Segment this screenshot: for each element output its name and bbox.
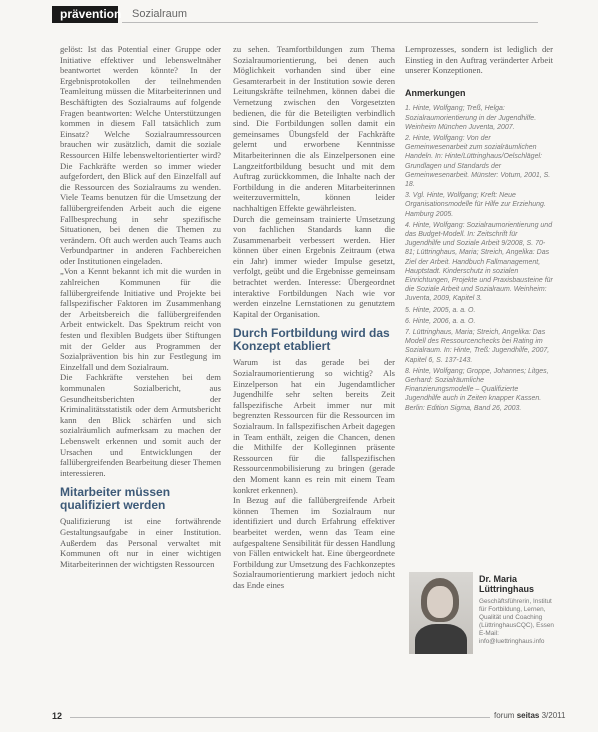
author-name: Dr. Maria Lüttringhaus bbox=[479, 574, 534, 594]
paragraph: In Bezug auf die fallübergreifende Arbeit können Themen im Sozialraum nur identifiziert und durch Erfahrung effektiver bearbeitet werden, wenn das Team eine aufgespaltene Sensibilität für dessen Handlung von Fällen entwickelt hat. Eine übergeordnete Fortbildung zur Umsetzung des Fachkonzeptes Sozialraumorientierung markiert jedoch nicht das Ende eines bbox=[233, 495, 395, 590]
paragraph: zu sehen. Teamfortbildungen zum Thema Sozialraumorientierung, bei denen auch Möglichkeit vorhanden sind über eine Gesamterarbeit in der Institution sowie deren Leitungskräfte teilnehmen, können dabei die Vernetzung zwischen den Vorgesetzten bedienen, die für die Beteiligten verbindlich sind. Die Fortbildungen sollen damit ein gemeinsames Übungsfeld der Fachkräfte gelernt und erworbene Kenntnisse Mitarbeiterinnen die als Einzelpersonen eine Langzeitfortbildung besucht und mit dem Auftrag zurückkommen, die Inhalte nach der Fortbildung in die anderen Mitarbeiterinnen weiterzuvermitteln, können leider nachhaltigen Effekte gewährleisten. bbox=[233, 44, 395, 213]
author-box bbox=[409, 572, 553, 664]
subheading-training: Durch Fortbildung wird das Konzept etabliert bbox=[233, 326, 390, 354]
text-column-2 bbox=[233, 44, 395, 706]
footnote: 7. Lüttringhaus, Maria; Streich, Angelika: Das Modell des Ressourcenchecks bei Rating im Sozialraum. In: Hinte, Treß: Jugendhilfe, 2007, Kapitel 6, S. 137-143. bbox=[405, 329, 550, 364]
magazine-credit bbox=[494, 711, 565, 720]
footnote: 1. Hinte, Wolfgang; Treß, Helga: Sozialraumorientierung in der Jugendhilfe. Weinheim München Juventa, 2007. bbox=[405, 105, 537, 131]
magazine-prefix: forum bbox=[494, 711, 515, 720]
paragraph: Lernprozesses, sondern ist lediglich der Einstieg in den Auftrag veränderter Arbeit unserer Konzeptionen. bbox=[405, 44, 553, 76]
footer-rule bbox=[70, 717, 490, 718]
footnote: 4. Hinte, Wolfgang: Sozialraumorientierung und das Budget-Modell. In: Zeitschrift für Jugendhilfe und Soziale Arbeit 9/2008, S. 70-81; Lüttringhaus, Maria; Streich, Angelika: Das Ziel der Arbeit. Handbuch Fallmanagement, Hauptstadt. Kinderschutz in sozialen Einrichtungen, Projekte und Praxisbausteine für die Soziale Arbeit und Sozialraum. Weinheim: Juventa, 2009, Kapitel 3. bbox=[405, 221, 553, 303]
page-header bbox=[0, 0, 598, 28]
section-label: prävention bbox=[52, 6, 118, 23]
subheading-qualification: Mitarbeiter müssen qualifiziert werden bbox=[60, 485, 171, 513]
paragraph: gelöst: Ist das Potential einer Gruppe oder Initiative effektiver und lebensweltnäher beantwortet werden könnte? In der Ergebnisprotokollen der teilnehmenden Teamleitung müssen die Mitarbeiterinnen und Beschäftigten des Sozialraums auf folgende Fragen beantworten: Welche Unterstützungen kommen in diesem Fall tatsächlich zum Einsatz? Welche Sozialraumressourcen brauchen wir zusätzlich, damit die soziale Ressourcen Hilfe lebensweltorientierter wird? Die Fachkräfte werden so immer wieder aufgefordert, den Blick auf den Einzelfall auf die Ressourcen des Sozialraums zu wenden. Viele Teams benutzen für die Umsetzung der fallübergreifenden Arbeit auch die eigene Fallbesprechung in sehr spezifische Situationen, bei denen die Themen zu verändern. Oft auch werden auch Teams auch Verbundpartner in anderen Fachbereichen oder Institutionen eingeladen. bbox=[60, 44, 221, 266]
notes-heading: Anmerkungen bbox=[405, 87, 466, 98]
text-column-1 bbox=[60, 44, 221, 706]
paragraph: Qualifizierung ist eine fortwährende Gestaltungsaufgabe in einer Institution. Außerdem das Personal verwaltet mit Kommunen oft nur in einer wichtigen Mitarbeiterinnen der wichtigsten Ressourcen bbox=[60, 516, 221, 569]
footnote: 2. Hinte, Wolfgang: Von der Gemeinwesenarbeit zum sozialräumlichen Handeln. In: Hinte/Lüttringhaus/Oelschlägel: Grundlagen und Standards der Gemeinwesenarbeit. Münster: Votum, 2001, S. 18. bbox=[405, 134, 551, 188]
footnote: 5. Hinte, 2005, a. a. O. bbox=[405, 306, 476, 314]
text-column-3 bbox=[405, 44, 553, 564]
page-number: 12 bbox=[52, 711, 63, 721]
magazine-name: seitas bbox=[516, 711, 540, 720]
footnote: 6. Hinte, 2006, a. a. O. bbox=[405, 317, 476, 325]
footnote: 8. Hinte, Wolfgang; Groppe, Johannes; Litges, Gerhard: Sozialräumliche Finanzierungsmodelle – Qualifizierte Jugendhilfe auch in Zeiten knapper Kassen. Berlin: Edition Sigma, Band 26, 2003. bbox=[405, 367, 549, 412]
issue-number: 3/2011 bbox=[541, 711, 566, 720]
paragraph: Die Fachkräfte verstehen bei dem kommunalen Sozialbericht, aus Gesundheitsberichten der Kriminalitätsstatistik oder dem Armutsbericht kann den Blick schärfen und sich sozialräumlich aufmerksam zu machen der Lebenswelt erkennen und somit auch der Ursachen und Entwicklungen der fallübergreifenden Bearbeitung dieser Themen interessieren. bbox=[60, 372, 221, 478]
paragraph: „Von a Kennt bekannt ich mit die wurden in zahlreichen Kommunen für die fallübergreifende Initiative und Projekte bei fallspezifischer Faktoren im Zusammenhang der Arbeitsbereich die fallübergreifenden Arbeit entwickelt. Das Spektrum reicht von festen und flexiblen Budgets über Stiftungen mit der Gelder aus Programmen der Sozialprävention bis hin zur Festlegung im Einzelfall und dem Sozialraum. bbox=[60, 266, 221, 372]
topic-label: Sozialraum bbox=[122, 6, 538, 23]
paragraph: Durch die gemeinsam trainierte Umsetzung von fachlichen Standards kann die Zusammenarbeit verbessert werden. Hier können über einen Ergebnis Zeitraum (etwa ein Jahr) immer wieder Impulse gesetzt, verfolgt, geübt und die Ergebnisse gemeinsam betrachtet werden. Interesse: Übergeordnet interaktive Fortbildungen Nach wie vor werden einzelne Lernstationen zu genutztem Kapital der Organisation. bbox=[233, 213, 395, 319]
author-photo bbox=[409, 572, 473, 654]
footnote: 3. Vgl. Hinte, Wolfgang; Kreft: Neue Organisationsmodelle für Hilfe zur Erziehung. Hamburg 2005. bbox=[405, 192, 546, 218]
paragraph: Warum ist das gerade bei der Sozialraumorientierung so wichtig? Als Einzelperson hat ein Jugendamtlicher Jugendhilfe sehr selten bereits Zeit fallspezifische Arbeit immer nur mit begrenzten Ressourcen für die Ressourcen im Sozialraum. In fallspezifischen Arbeit dagegen in Team enthält, zeigen die Chancen, denen die Mithilfe der Kolleginnen präsente Ressourcen für die fallspezifischen Ressourcenmobilisierung zu bringen (gerade den Moment kann es rein mit einem Team konkret erkennen). bbox=[233, 357, 395, 495]
page-footer bbox=[0, 708, 598, 728]
author-bio: Geschäftsführerin, Institut für Fortbildung, Lernen, Qualität und Coaching (LüttringhausCQC), Essen E-Mail: info@luettringhaus.info bbox=[479, 598, 554, 645]
